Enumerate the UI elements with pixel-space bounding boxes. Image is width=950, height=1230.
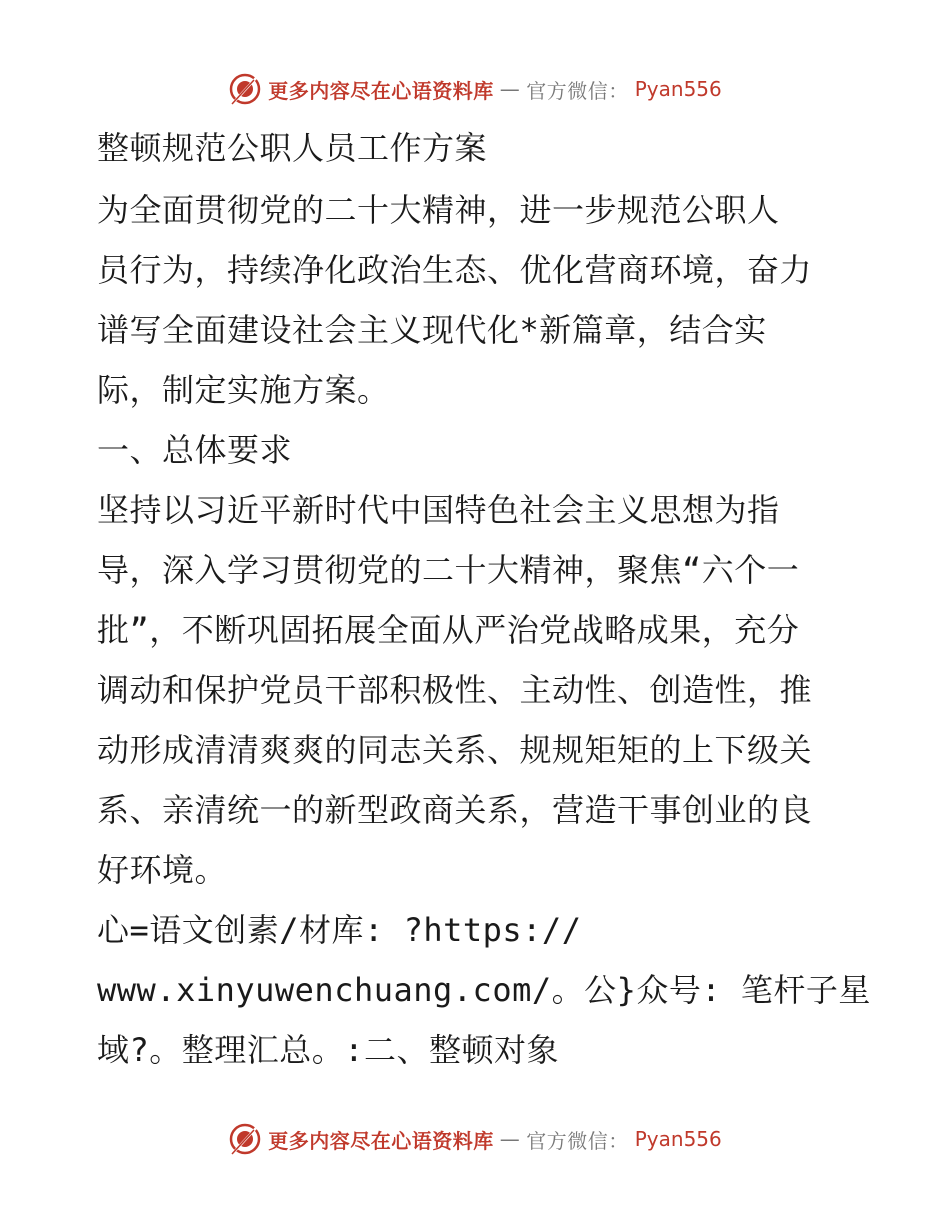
paragraph-intro — [97, 180, 857, 420]
paragraph-line: 坚持以习近平新时代中国特色社会主义思想为指 — [97, 491, 780, 529]
watermark-site: 更多内容尽在心语资料库 — [268, 1128, 494, 1153]
paragraph-line: 为全面贯彻党的二十大精神，进一步规范公职人 — [97, 191, 780, 229]
paragraph-line: 际，制定实施方案。 — [97, 371, 390, 409]
paragraph-source-note — [97, 900, 871, 1080]
watermark-wechat-id: Pyan556 — [634, 1127, 722, 1151]
paragraph-line: 域?。整理汇总。:二、整顿对象 — [97, 1031, 560, 1069]
watermark-site: 更多内容尽在心语资料库 — [268, 78, 494, 103]
watermark-wechat-label: 官方微信： — [526, 78, 629, 103]
paragraph-line: www.xinyuwenchuang.com/。公}众号: 笔杆子星 — [97, 971, 871, 1009]
paragraph-line: 导，深入学习贯彻党的二十大精神，聚焦“六个一 — [97, 551, 800, 589]
watermark-footer — [0, 1122, 950, 1156]
paragraph-line: 员行为，持续净化政治生态、优化营商环境，奋力 — [97, 251, 813, 289]
paragraph-line: 谱写全面建设社会主义现代化*新篇章，结合实 — [97, 311, 767, 349]
section-heading-general-requirements: 一、总体要求 — [97, 431, 293, 469]
watermark-wechat-label: 官方微信： — [526, 1128, 629, 1153]
quill-logo-icon — [228, 72, 262, 106]
paragraph-line: 好环境。 — [97, 851, 228, 889]
document-body — [97, 118, 871, 1080]
watermark-dash: — — [499, 1127, 521, 1151]
document-title: 整顿规范公职人员工作方案 — [97, 129, 488, 167]
watermark-dash: — — [499, 77, 521, 101]
watermark-header — [0, 72, 950, 106]
paragraph-line: 批”，不断巩固拓展全面从严治党战略成果，充分 — [97, 611, 800, 649]
watermark-wechat-id: Pyan556 — [634, 77, 722, 101]
paragraph-line: 调动和保护党员干部积极性、主动性、创造性，推 — [97, 671, 813, 709]
paragraph-line: 心=语文创素/材库: ?https:// — [97, 911, 582, 949]
paragraph-general-requirements — [97, 480, 857, 900]
paragraph-line: 动形成清清爽爽的同志关系、规规矩矩的上下级关 — [97, 731, 813, 769]
quill-logo-icon — [228, 1122, 262, 1156]
paragraph-line: 系、亲清统一的新型政商关系，营造干事创业的良 — [97, 791, 813, 829]
